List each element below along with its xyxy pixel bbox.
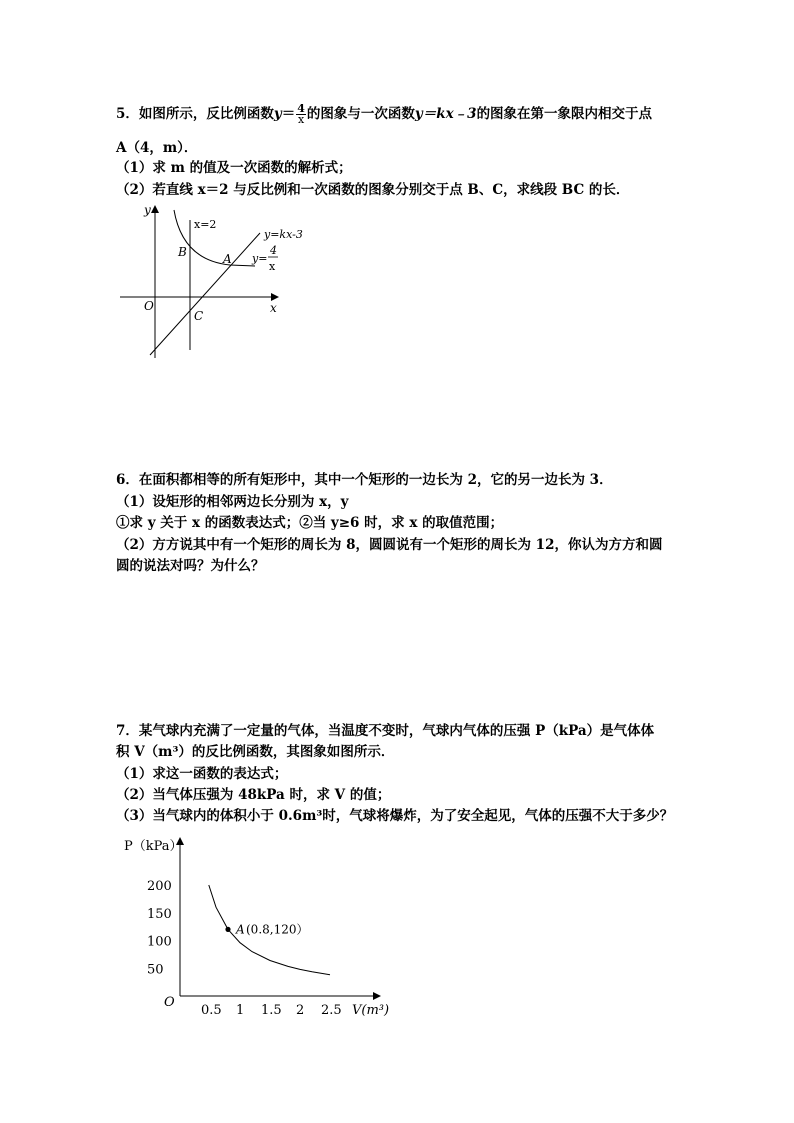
q5-intro-b: 的图象与一次函数 bbox=[306, 106, 415, 122]
q6-line3: ①求 y 关于 x 的函数表达式；②当 y≥6 时，求 x 的取值范围； bbox=[116, 515, 504, 531]
q6-line5: 圆的说法对吗？为什么？ bbox=[116, 558, 265, 574]
q5-part1: （1）求 m 的值及一次函数的解析式； bbox=[116, 160, 352, 176]
q5-point-b-label: B bbox=[178, 245, 187, 259]
q5-x-label: x bbox=[270, 301, 277, 315]
q7-y-axis-label: P（kPa） bbox=[124, 839, 183, 854]
q7-point-a bbox=[225, 927, 230, 932]
q7-chart bbox=[110, 828, 400, 1028]
q7-y-tick-label: 50 bbox=[147, 962, 164, 978]
q7-x-tick-label: 0.5 bbox=[201, 1003, 222, 1018]
q5-origin-label: O bbox=[144, 299, 154, 313]
q7-origin-label: O bbox=[164, 995, 175, 1010]
q5-vline-label: x=2 bbox=[194, 218, 217, 231]
q6-line4: （2）方方说其中有一个矩形的周长为 8，圆圆说有一个矩形的周长为 12，你认为方方和圆 bbox=[116, 537, 663, 553]
q5-intro-c: y＝kx﹣3 bbox=[414, 106, 477, 122]
q5-intro-a: 5．如图所示，反比例函数 bbox=[116, 106, 274, 122]
q5-part2: （2）若直线 x＝2 与反比例和一次函数的图象分别交于点 B、C，求线段 BC 的长． bbox=[116, 182, 630, 198]
q5-intro-line bbox=[116, 104, 652, 125]
q7-line4: （2）当气体压强为 48kPa 时，求 V 的值； bbox=[116, 787, 391, 803]
q7-line1: 7．某气球内充满了一定量的气体，当温度不变时，气球内气体的压强 P（kPa）是气体体 bbox=[116, 723, 655, 739]
q5-curve-label-y: y= bbox=[252, 252, 268, 265]
q7-line2: 积 V（m³）的反比例函数，其图象如图所示． bbox=[116, 744, 395, 760]
q5-intro-eq: ＝ bbox=[281, 106, 296, 122]
q7-point-a-label: A bbox=[236, 922, 245, 937]
q7-line5: （3）当气球内的体积小于 0.6m³时，气球将爆炸，为了安全起见，气体的压强不大于多少？ bbox=[116, 808, 674, 824]
q5-linear-line bbox=[150, 233, 260, 355]
q6-line1: 6．在面积都相等的所有矩形中，其中一个矩形的一边长为 2，它的另一边长为 3． bbox=[116, 472, 613, 488]
q7-x-tick-label: 1.5 bbox=[261, 1003, 282, 1018]
q5-frac-den: x bbox=[297, 113, 305, 126]
q7-x-axis-label: V(m³) bbox=[352, 1003, 390, 1018]
q7-line3: （1）求这一函数的表达式； bbox=[116, 766, 288, 782]
q5-line-label: y=kx-3 bbox=[264, 228, 303, 241]
q7-y-tick-label: 100 bbox=[147, 934, 172, 950]
q5-intro-y: y bbox=[273, 106, 282, 122]
q5-y-label: y bbox=[144, 203, 151, 217]
q6-line2: （1）设矩形的相邻两边长分别为 x，y bbox=[116, 494, 349, 510]
q7-x-tick-label: 1 bbox=[236, 1003, 245, 1018]
q5-curve-frac-num: 4 bbox=[270, 244, 277, 257]
q5-line2: A（4，m）． bbox=[116, 140, 198, 156]
q5-intro-d: 的图象在第一象限内相交于点 bbox=[476, 106, 653, 122]
q7-y-tick-label: 150 bbox=[147, 906, 172, 922]
q5-curve-frac-den: x bbox=[269, 260, 276, 273]
q7-y-tick-label: 200 bbox=[147, 879, 172, 894]
q7-x-tick-label: 2.5 bbox=[321, 1003, 342, 1018]
q5-point-c-label: C bbox=[194, 309, 204, 323]
q5-frac-num: 4 bbox=[297, 102, 305, 115]
q7-point-a-coords: (0.8,120） bbox=[246, 922, 309, 937]
q7-x-tick-label: 2 bbox=[296, 1003, 305, 1018]
q5-figure bbox=[110, 200, 310, 365]
q5-point-a-label: A bbox=[223, 252, 232, 266]
q5-fraction bbox=[296, 104, 306, 125]
